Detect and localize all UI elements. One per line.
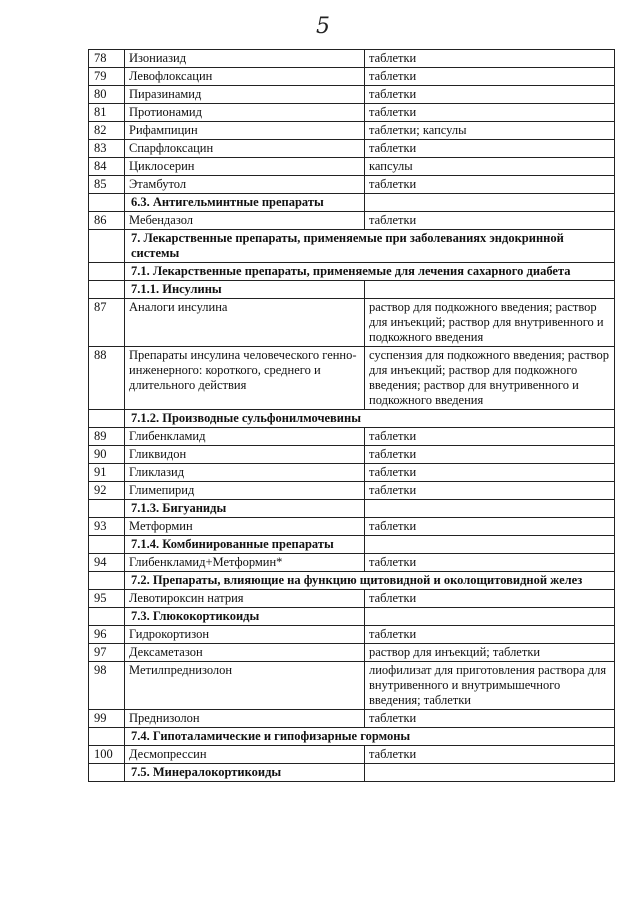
dosage-form: раствор для инъекций; таблетки	[365, 644, 615, 662]
table-row	[89, 299, 615, 347]
dosage-form: таблетки	[365, 50, 615, 68]
row-number: 99	[89, 710, 125, 728]
row-number: 82	[89, 122, 125, 140]
table-row	[89, 518, 615, 536]
section-title: 7.1.4. Комбинированные препараты	[125, 536, 365, 554]
drug-name: Левофлоксацин	[125, 68, 365, 86]
row-number: 84	[89, 158, 125, 176]
dosage-form: таблетки	[365, 590, 615, 608]
section-header-row	[89, 281, 615, 299]
drug-name: Метилпреднизолон	[125, 662, 365, 710]
drug-name: Гидрокортизон	[125, 626, 365, 644]
table-row	[89, 626, 615, 644]
dosage-form: таблетки	[365, 428, 615, 446]
table-row	[89, 746, 615, 764]
empty-cell	[89, 410, 125, 428]
dosage-form: таблетки	[365, 104, 615, 122]
dosage-form: суспензия для подкожного введения; раствор для инъекций; раствор для подкожного введения; раствор для внутривенного и подкожного введения	[365, 347, 615, 410]
section-title: 7.5. Минералокортикоиды	[125, 764, 365, 782]
dosage-form: лиофилизат для приготовления раствора для внутривенного и внутримышечного введения; таблетки	[365, 662, 615, 710]
dosage-form: таблетки	[365, 68, 615, 86]
row-number: 92	[89, 482, 125, 500]
row-number: 81	[89, 104, 125, 122]
empty-cell	[89, 728, 125, 746]
table-row	[89, 446, 615, 464]
drug-name: Левотироксин натрия	[125, 590, 365, 608]
table-row	[89, 68, 615, 86]
table-row	[89, 554, 615, 572]
table-row	[89, 140, 615, 158]
dosage-form: раствор для подкожного введения; раствор для инъекций; раствор для внутривенного и подкожного введения	[365, 299, 615, 347]
section-header-row	[89, 728, 615, 746]
empty-cell	[365, 608, 615, 626]
table-row	[89, 104, 615, 122]
empty-cell	[89, 263, 125, 281]
row-number: 79	[89, 68, 125, 86]
empty-cell	[365, 536, 615, 554]
empty-cell	[365, 500, 615, 518]
table-row	[89, 158, 615, 176]
row-number: 88	[89, 347, 125, 410]
table-row	[89, 122, 615, 140]
section-title: 7.3. Глюкокортикоиды	[125, 608, 365, 626]
drug-name: Этамбутол	[125, 176, 365, 194]
section-header-row	[89, 410, 615, 428]
empty-cell	[89, 764, 125, 782]
row-number: 90	[89, 446, 125, 464]
section-title: 7.2. Препараты, влияющие на функцию щитовидной и околощитовидной желез	[125, 572, 615, 590]
table-row	[89, 212, 615, 230]
row-number: 97	[89, 644, 125, 662]
section-title: 7.1.2. Производные сульфонилмочевины	[125, 410, 615, 428]
section-title: 6.3. Антигельминтные препараты	[125, 194, 365, 212]
empty-cell	[89, 500, 125, 518]
drug-name: Преднизолон	[125, 710, 365, 728]
section-header-row	[89, 764, 615, 782]
row-number: 93	[89, 518, 125, 536]
section-title: 7.1. Лекарственные препараты, применяемые для лечения сахарного диабета	[125, 263, 615, 281]
row-number: 86	[89, 212, 125, 230]
table-row	[89, 710, 615, 728]
section-header-row	[89, 536, 615, 554]
row-number: 95	[89, 590, 125, 608]
drug-name: Глибенкламид	[125, 428, 365, 446]
drug-name: Гликвидон	[125, 446, 365, 464]
dosage-form: таблетки	[365, 746, 615, 764]
section-title: 7.1.1. Инсулины	[125, 281, 365, 299]
row-number: 87	[89, 299, 125, 347]
dosage-form: таблетки	[365, 482, 615, 500]
table-row	[89, 86, 615, 104]
dosage-form: таблетки; капсулы	[365, 122, 615, 140]
row-number: 96	[89, 626, 125, 644]
dosage-form: таблетки	[365, 86, 615, 104]
drug-name: Глибенкламид+Метформин*	[125, 554, 365, 572]
row-number: 94	[89, 554, 125, 572]
section-header-row	[89, 500, 615, 518]
table-row	[89, 644, 615, 662]
empty-cell	[89, 230, 125, 263]
drug-name: Метформин	[125, 518, 365, 536]
empty-cell	[89, 536, 125, 554]
dosage-form: таблетки	[365, 446, 615, 464]
dosage-form: таблетки	[365, 140, 615, 158]
table-row	[89, 176, 615, 194]
section-header-row	[89, 230, 615, 263]
drug-name: Дексаметазон	[125, 644, 365, 662]
table-row	[89, 428, 615, 446]
empty-cell	[89, 608, 125, 626]
drug-name: Циклосерин	[125, 158, 365, 176]
drug-name: Десмопрессин	[125, 746, 365, 764]
row-number: 78	[89, 50, 125, 68]
dosage-form: таблетки	[365, 212, 615, 230]
drug-name: Мебендазол	[125, 212, 365, 230]
empty-cell	[365, 194, 615, 212]
section-title: 7. Лекарственные препараты, применяемые при заболеваниях эндокринной системы	[125, 230, 615, 263]
table-row	[89, 347, 615, 410]
drug-name: Рифампицин	[125, 122, 365, 140]
dosage-form: таблетки	[365, 518, 615, 536]
row-number: 80	[89, 86, 125, 104]
empty-cell	[89, 194, 125, 212]
drug-name: Аналоги инсулина	[125, 299, 365, 347]
drug-name: Изониазид	[125, 50, 365, 68]
row-number: 98	[89, 662, 125, 710]
dosage-form: таблетки	[365, 464, 615, 482]
row-number: 91	[89, 464, 125, 482]
empty-cell	[89, 572, 125, 590]
section-title: 7.4. Гипоталамические и гипофизарные гормоны	[125, 728, 615, 746]
table-row	[89, 50, 615, 68]
dosage-form: капсулы	[365, 158, 615, 176]
empty-cell	[89, 281, 125, 299]
dosage-form: таблетки	[365, 554, 615, 572]
table-row	[89, 464, 615, 482]
drug-name: Пиразинамид	[125, 86, 365, 104]
table-row	[89, 590, 615, 608]
drug-name: Гликлазид	[125, 464, 365, 482]
row-number: 89	[89, 428, 125, 446]
dosage-form: таблетки	[365, 710, 615, 728]
table-row	[89, 482, 615, 500]
section-title: 7.1.3. Бигуаниды	[125, 500, 365, 518]
drug-name: Протионамид	[125, 104, 365, 122]
section-header-row	[89, 608, 615, 626]
row-number: 100	[89, 746, 125, 764]
drug-name: Препараты инсулина человеческого генно-инженерного: короткого, среднего и длительного действия	[125, 347, 365, 410]
empty-cell	[365, 764, 615, 782]
row-number: 85	[89, 176, 125, 194]
page-number: 5	[316, 14, 330, 39]
dosage-form: таблетки	[365, 176, 615, 194]
dosage-form: таблетки	[365, 626, 615, 644]
empty-cell	[365, 281, 615, 299]
section-header-row	[89, 263, 615, 281]
section-header-row	[89, 572, 615, 590]
section-header-row	[89, 194, 615, 212]
row-number: 83	[89, 140, 125, 158]
table-row	[89, 662, 615, 710]
drug-name: Спарфлоксацин	[125, 140, 365, 158]
drug-name: Глимепирид	[125, 482, 365, 500]
medication-table	[88, 49, 615, 782]
